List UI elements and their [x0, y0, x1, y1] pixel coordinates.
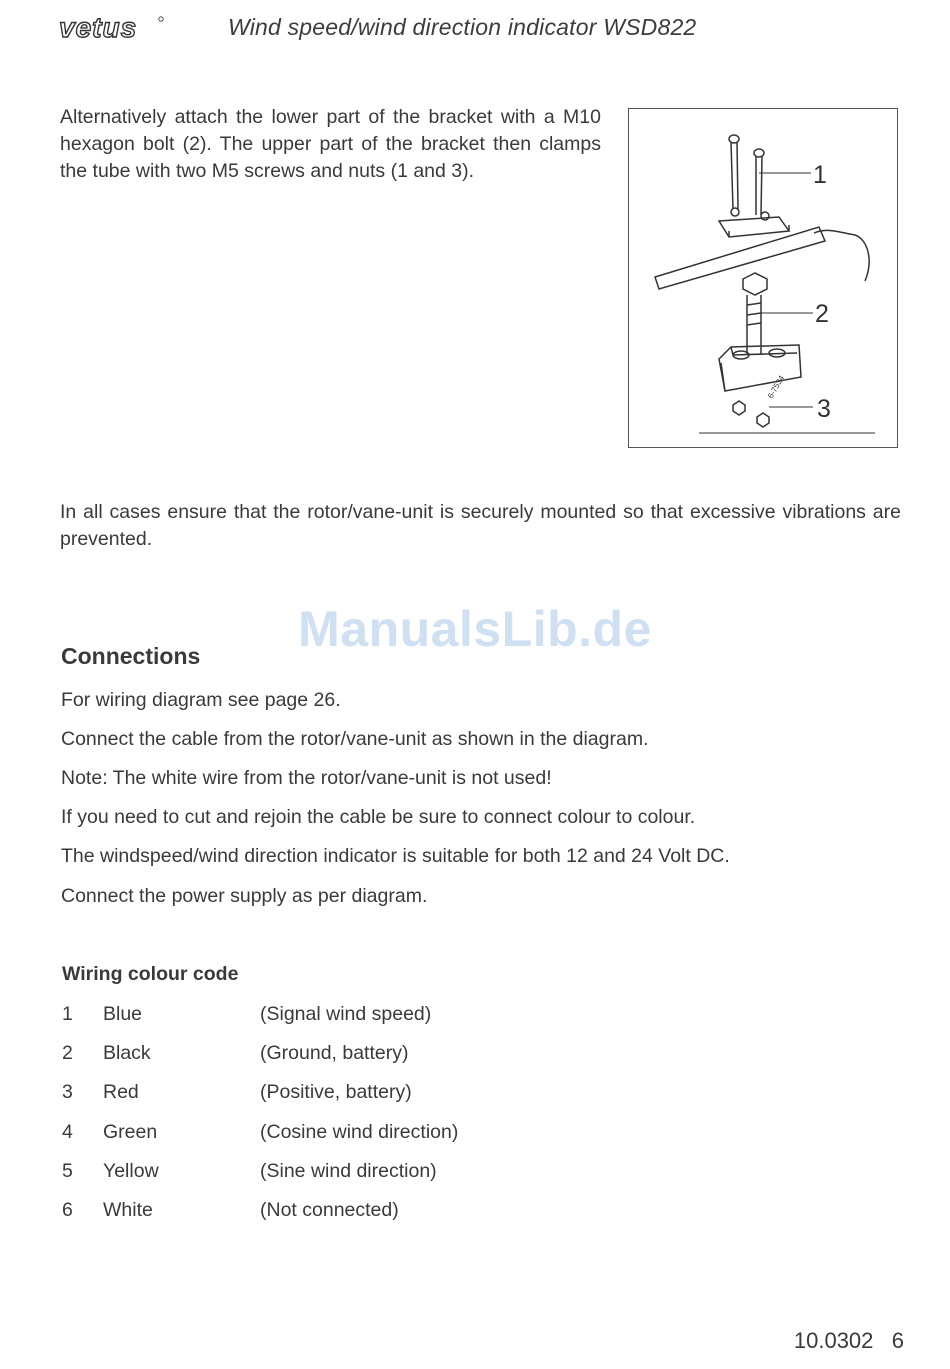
- wire-number: 2: [62, 1042, 73, 1064]
- connections-line: Connect the power supply as per diagram.: [61, 885, 428, 907]
- wire-function: (Sine wind direction): [260, 1160, 437, 1182]
- wire-function: (Cosine wind direction): [260, 1121, 459, 1143]
- wire-colour: Red: [103, 1081, 139, 1103]
- wire-function: (Not connected): [260, 1199, 399, 1221]
- connections-line: The windspeed/wind direction indicator is suitable for both 12 and 24 Volt DC.: [61, 845, 730, 867]
- intro-paragraph: Alternatively attach the lower part of the bracket with a M10 hexagon bolt (2). The upper part of the bracket then clamps the tube with two M5 screws and nuts (1 and 3).: [60, 106, 601, 182]
- callout-2: 2: [815, 300, 829, 328]
- wiring-heading: Wiring colour code: [62, 963, 239, 985]
- wire-number: 1: [62, 1003, 73, 1025]
- connections-heading: Connections: [61, 643, 201, 669]
- callout-1: 1: [813, 161, 827, 189]
- wire-function: (Signal wind speed): [260, 1003, 432, 1025]
- wire-colour: Black: [103, 1042, 151, 1064]
- wire-function: (Positive, battery): [260, 1081, 412, 1103]
- logo-text: vetus: [59, 14, 138, 42]
- wire-number: 5: [62, 1160, 73, 1182]
- connections-line: Note: The white wire from the rotor/vane-unit is not used!: [61, 767, 552, 789]
- wire-colour: Green: [103, 1121, 158, 1143]
- wire-function: (Ground, battery): [260, 1042, 409, 1064]
- page-number: 6: [891, 1328, 904, 1353]
- wire-number: 3: [62, 1081, 73, 1103]
- wire-colour: Yellow: [103, 1160, 159, 1182]
- document-code: 10.0302: [793, 1328, 874, 1353]
- page-title: Wind speed/wind direction indicator WSD822: [228, 14, 697, 40]
- callout-3: 3: [817, 395, 831, 423]
- bracket-figure: [628, 108, 898, 448]
- wire-number: 4: [62, 1121, 73, 1143]
- watermark: ManualsLib.de: [298, 601, 652, 657]
- wire-colour: White: [103, 1199, 153, 1221]
- page-reference: [794, 1328, 904, 1354]
- wire-number: 6: [62, 1199, 73, 1221]
- vetus-logo: [57, 14, 167, 42]
- wire-colour: Blue: [103, 1003, 143, 1025]
- connections-line: For wiring diagram see page 26.: [61, 689, 341, 711]
- mounting-note: In all cases ensure that the rotor/vane-unit is securely mounted so that excessive vibrations are prevented.: [60, 501, 901, 550]
- connections-line: If you need to cut and rejoin the cable be sure to connect colour to colour.: [61, 806, 696, 828]
- drawing-code: 6-7534: [765, 373, 787, 400]
- connections-line: Connect the cable from the rotor/vane-unit as shown in the diagram.: [61, 728, 649, 750]
- bracket-drawing: [629, 109, 899, 449]
